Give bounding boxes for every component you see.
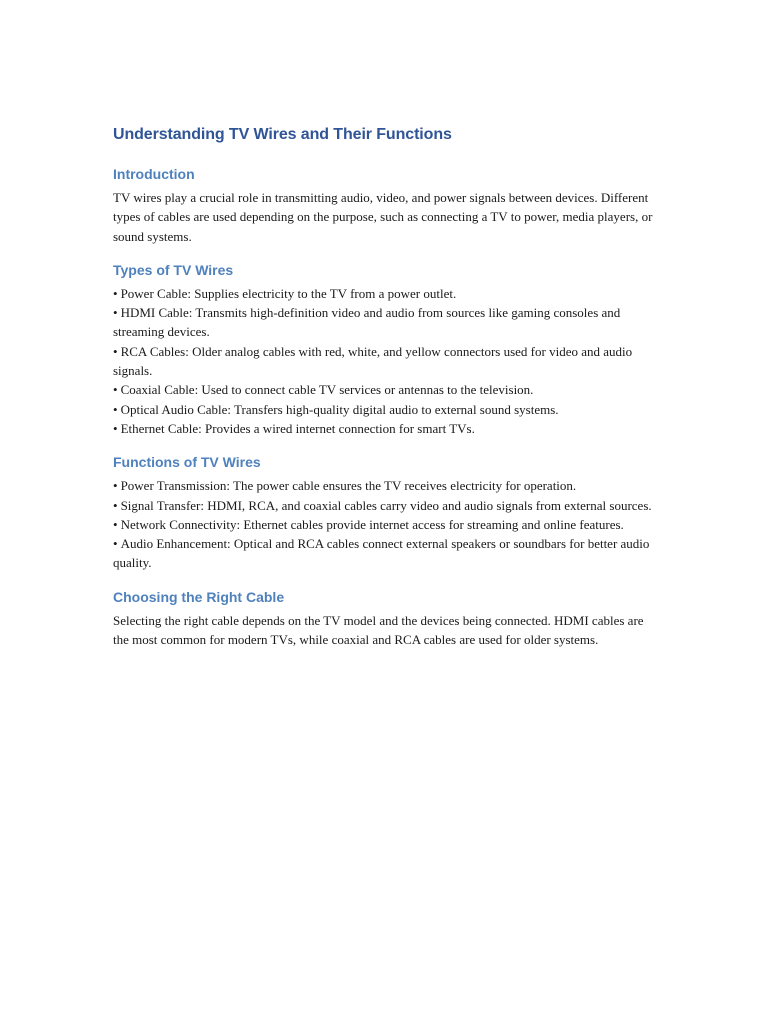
bullet-item	[113, 342, 658, 381]
bullet-mark: •	[113, 420, 118, 436]
bullet-item	[113, 303, 658, 342]
bullet-text: Optical Audio Cable: Transfers high-quality digital audio to external sound systems.	[120, 401, 559, 417]
section-choosing-the-right-cable	[113, 587, 658, 650]
introduction-paragraph: TV wires play a crucial role in transmitting audio, video, and power signals between devices. Different types of cables are used depending on the purpose, such as connecting a TV to power, media players, or sound systems.	[113, 190, 653, 244]
bullet-text: Power Cable: Supplies electricity to the TV from a power outlet.	[120, 285, 457, 301]
bullet-mark: •	[113, 305, 118, 321]
bullet-text: RCA Cables: Older analog cables with red, white, and yellow connectors used for video and audio signals.	[113, 343, 633, 379]
bullet-text: HDMI Cable: Transmits high-definition video and audio from sources like gaming consoles and streaming devices.	[113, 305, 621, 340]
bullet-mark: •	[113, 478, 118, 494]
bullet-text: Audio Enhancement: Optical and RCA cables connect external speakers or soundbars for better audio quality.	[113, 536, 650, 571]
bullet-item	[113, 496, 658, 515]
section-types-of-tv-wires	[113, 260, 658, 438]
document-title: Understanding TV Wires and Their Functions	[113, 126, 452, 143]
bullet-mark: •	[113, 285, 118, 301]
bullet-mark: •	[113, 382, 118, 398]
bullet-mark: •	[113, 516, 118, 532]
bullet-text: Power Transmission: The power cable ensures the TV receives electricity for operation.	[120, 478, 577, 494]
bullet-item	[113, 400, 658, 419]
bullet-item	[113, 419, 658, 438]
document-body	[113, 124, 658, 663]
choosing-paragraph: Selecting the right cable depends on the TV model and the devices being connected. HDMI cables are the most common for modern TVs, while coaxial and RCA cables are used for older systems.	[113, 612, 644, 648]
bullet-item	[113, 534, 658, 573]
section-functions-of-tv-wires	[113, 452, 658, 572]
bullet-mark: •	[113, 497, 118, 513]
bullet-text: Ethernet Cable: Provides a wired internet connection for smart TVs.	[120, 420, 475, 436]
bullet-mark: •	[113, 401, 118, 417]
section-heading-choosing: Choosing the Right Cable	[113, 588, 285, 605]
section-heading-introduction: Introduction	[113, 166, 195, 182]
bullet-text: Coaxial Cable: Used to connect cable TV services or antennas to the television.	[120, 382, 534, 398]
bullet-item	[113, 380, 658, 399]
bullet-mark: •	[113, 343, 118, 359]
section-heading-types: Types of TV Wires	[113, 261, 234, 278]
section-heading-functions: Functions of TV Wires	[113, 454, 261, 471]
bullet-mark: •	[113, 536, 118, 552]
bullet-text: Network Connectivity: Ethernet cables provide internet access for streaming and online features.	[120, 516, 624, 532]
section-introduction	[113, 164, 658, 246]
bullet-item	[113, 476, 658, 495]
bullet-text: Signal Transfer: HDMI, RCA, and coaxial cables carry video and audio signals from external sources.	[120, 497, 652, 513]
bullet-item	[113, 284, 658, 303]
bullet-item	[113, 515, 658, 534]
